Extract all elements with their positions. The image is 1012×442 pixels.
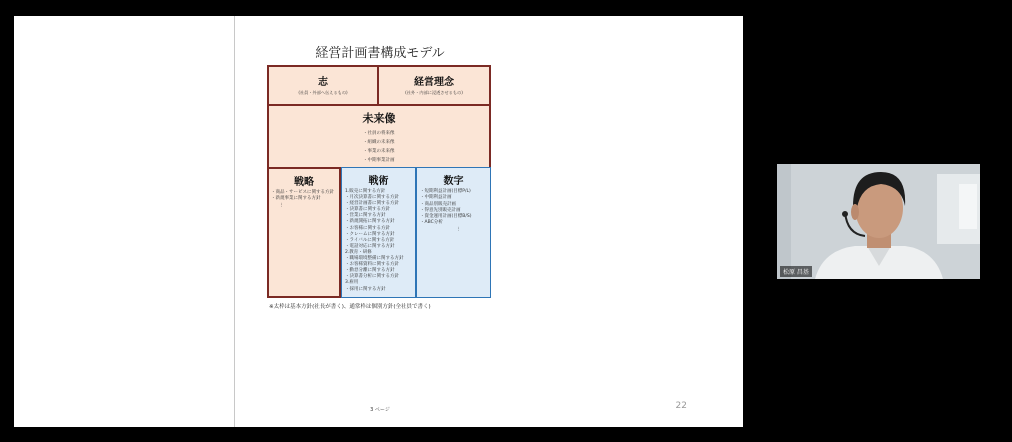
page-number: 22 xyxy=(675,401,687,411)
list-item: ・短期利益計画(目標P/L) xyxy=(420,189,471,194)
kokorozashi-title: 志 xyxy=(318,77,328,88)
miraizo-list xyxy=(363,129,489,165)
miraizo-title: 未来像 xyxy=(362,112,396,125)
page-footer: 3 ページ xyxy=(370,407,390,413)
box-senjutsu xyxy=(341,167,416,298)
participant-name: 松原 昌基 xyxy=(780,266,812,277)
box-miraizo xyxy=(267,104,491,169)
list-item: ・お客様に関する方針 xyxy=(345,225,390,231)
keiei-rinen-subtitle: (社外・内部に浸透させるもの) xyxy=(405,90,463,95)
list-item: ・得意先別販売計画 xyxy=(420,207,461,213)
list-item: ・新規事業に関する方針 xyxy=(271,196,321,202)
left-blank-pane xyxy=(14,16,234,427)
list-item: ・商品別販売計画 xyxy=(420,201,456,207)
list-item: 2.教育・研修 xyxy=(345,249,372,255)
keiei-rinen-title: 経営理念 xyxy=(414,77,454,88)
box-kokorozashi xyxy=(267,65,379,106)
list-item: ⋮ xyxy=(456,226,461,232)
right-blank-pane xyxy=(525,16,743,427)
list-item: ・決算書分析に関する方針 xyxy=(345,274,399,280)
list-item: ・電話対応に関する方針 xyxy=(345,243,395,249)
senryaku-title: 戦略 xyxy=(294,177,314,188)
slide-note: ※太枠は基本方針(社長が書く)、通常枠は個別方針(全社員で書く) xyxy=(269,304,431,310)
list-item: ・新規開拓に関する方針 xyxy=(345,219,395,225)
list-item: ・事業の未来像 xyxy=(363,149,395,154)
list-item: 3.雇用 xyxy=(345,280,359,286)
participant-video-tile[interactable] xyxy=(777,164,980,279)
kokorozashi-subtitle: (社員・外部へ伝えるもの) xyxy=(298,90,348,95)
senjutsu-list xyxy=(345,189,412,293)
list-item: ・お客様資料に関する方針 xyxy=(345,262,399,268)
suji-title: 数字 xyxy=(443,176,464,187)
screen-share xyxy=(14,16,743,427)
list-item: ・クレームに関する方針 xyxy=(345,231,395,237)
list-item: ・社員の将来像 xyxy=(363,131,395,136)
list-item: ・営業に関する方針 xyxy=(345,213,386,219)
list-item: ・ライバルに関する方針 xyxy=(345,237,395,243)
participant-video xyxy=(777,164,980,279)
list-item: ⋮ xyxy=(279,202,284,208)
list-item: ・資金運用計画(目標B/S) xyxy=(420,214,472,220)
slide-title: 経営計画書構成モデル xyxy=(315,46,445,61)
list-item: ・勤怠分離に関する方針 xyxy=(345,268,395,274)
senjutsu-title: 戦術 xyxy=(368,176,389,187)
suji-list xyxy=(420,189,487,233)
box-keiei-rinen xyxy=(377,65,491,106)
list-item: ・組織の未来像 xyxy=(363,140,395,145)
list-item: ・商品・サービスに関する方針 xyxy=(271,190,334,195)
slide-page xyxy=(234,16,526,427)
list-item: ・中期利益計画 xyxy=(420,195,452,201)
list-item: ・職場環境整備に関する方針 xyxy=(345,256,404,262)
box-suji xyxy=(416,167,491,298)
list-item: ・決算書に関する方針 xyxy=(345,207,390,213)
box-senryaku xyxy=(267,167,341,298)
list-item: ・採用に関する方針 xyxy=(345,286,386,292)
senryaku-list xyxy=(271,190,337,209)
list-item: 1.販売に関する方針 xyxy=(345,189,386,194)
list-item: ・月次決算書に関する方針 xyxy=(345,195,399,201)
list-item: ・中期事業計画 xyxy=(363,158,395,163)
list-item: ・ABC分析 xyxy=(420,220,443,226)
list-item: ・経営計画書に関する方針 xyxy=(345,201,399,207)
